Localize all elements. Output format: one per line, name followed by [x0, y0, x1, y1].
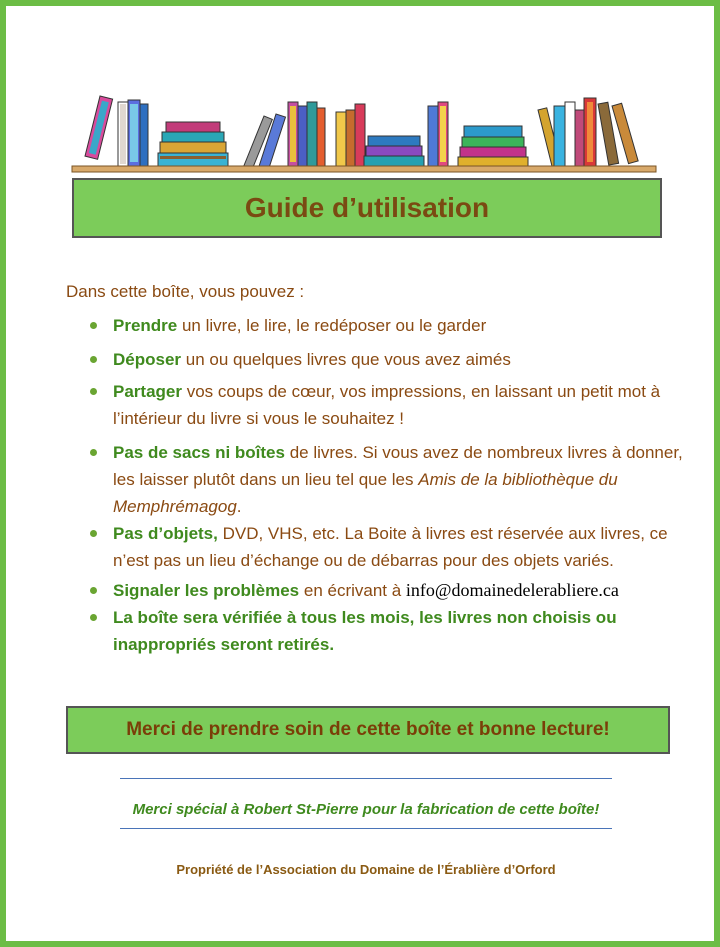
item-tail: .	[236, 497, 242, 516]
item-keyword: Prendre	[113, 316, 178, 335]
item-text: de livres. Si vous avez de nombreux livres à donner, les laisser plutôt dans un lieu tel que les	[113, 443, 683, 489]
ownership-note: Propriété de l’Association du Domaine de l’Érablière d’Orford	[176, 862, 556, 877]
page-title: Guide d’utilisation	[244, 192, 490, 223]
list-item	[86, 439, 686, 520]
thanks-banner	[66, 706, 670, 754]
list-item	[86, 520, 686, 574]
divider-top	[120, 778, 612, 779]
item-keyword: La boîte sera vérifiée à tous les mois, les livres non choisis ou inappropriés seront retirés.	[113, 608, 617, 654]
item-text: un ou quelques livres que vous avez aimés	[181, 350, 511, 369]
item-text: DVD, VHS, etc. La Boite à livres est réservée aux livres, ce n’est pas un lieu d’échange ou de débarras pour des objets variés.	[113, 524, 668, 570]
bookshelf-icon	[68, 92, 660, 174]
item-keyword: Signaler les problèmes	[113, 581, 300, 600]
email-link[interactable]: info@domainedelerabliere.ca	[405, 580, 619, 600]
list-item	[86, 577, 686, 604]
item-text: en écrivant à	[299, 581, 406, 600]
thanks-text: Merci de prendre soin de cette boîte et bonne lecture!	[126, 719, 610, 740]
intro-text: Dans cette boîte, vous pouvez :	[66, 282, 305, 301]
list-item	[86, 604, 686, 658]
divider-bottom	[120, 828, 612, 829]
list-item	[86, 378, 686, 432]
special-thanks: Merci spécial à Robert St-Pierre pour la fabrication de cette boîte!	[132, 801, 600, 818]
item-keyword: Partager	[113, 382, 182, 401]
list-item	[86, 312, 686, 339]
item-keyword: Pas de sacs ni boîtes	[113, 443, 285, 462]
list-item	[86, 346, 686, 373]
guide-list	[86, 312, 686, 658]
item-text: un livre, le lire, le redéposer ou le garder	[177, 316, 487, 335]
item-emphasis: Amis de la bibliothèque du Memphrémagog	[113, 470, 618, 516]
item-text: vos coups de cœur, vos impressions, en laissant un petit mot à l’intérieur du livre si vous le souhaitez !	[113, 382, 661, 428]
title-banner	[72, 178, 662, 238]
item-keyword: Déposer	[113, 350, 182, 369]
item-keyword: Pas d’objets,	[113, 524, 218, 543]
